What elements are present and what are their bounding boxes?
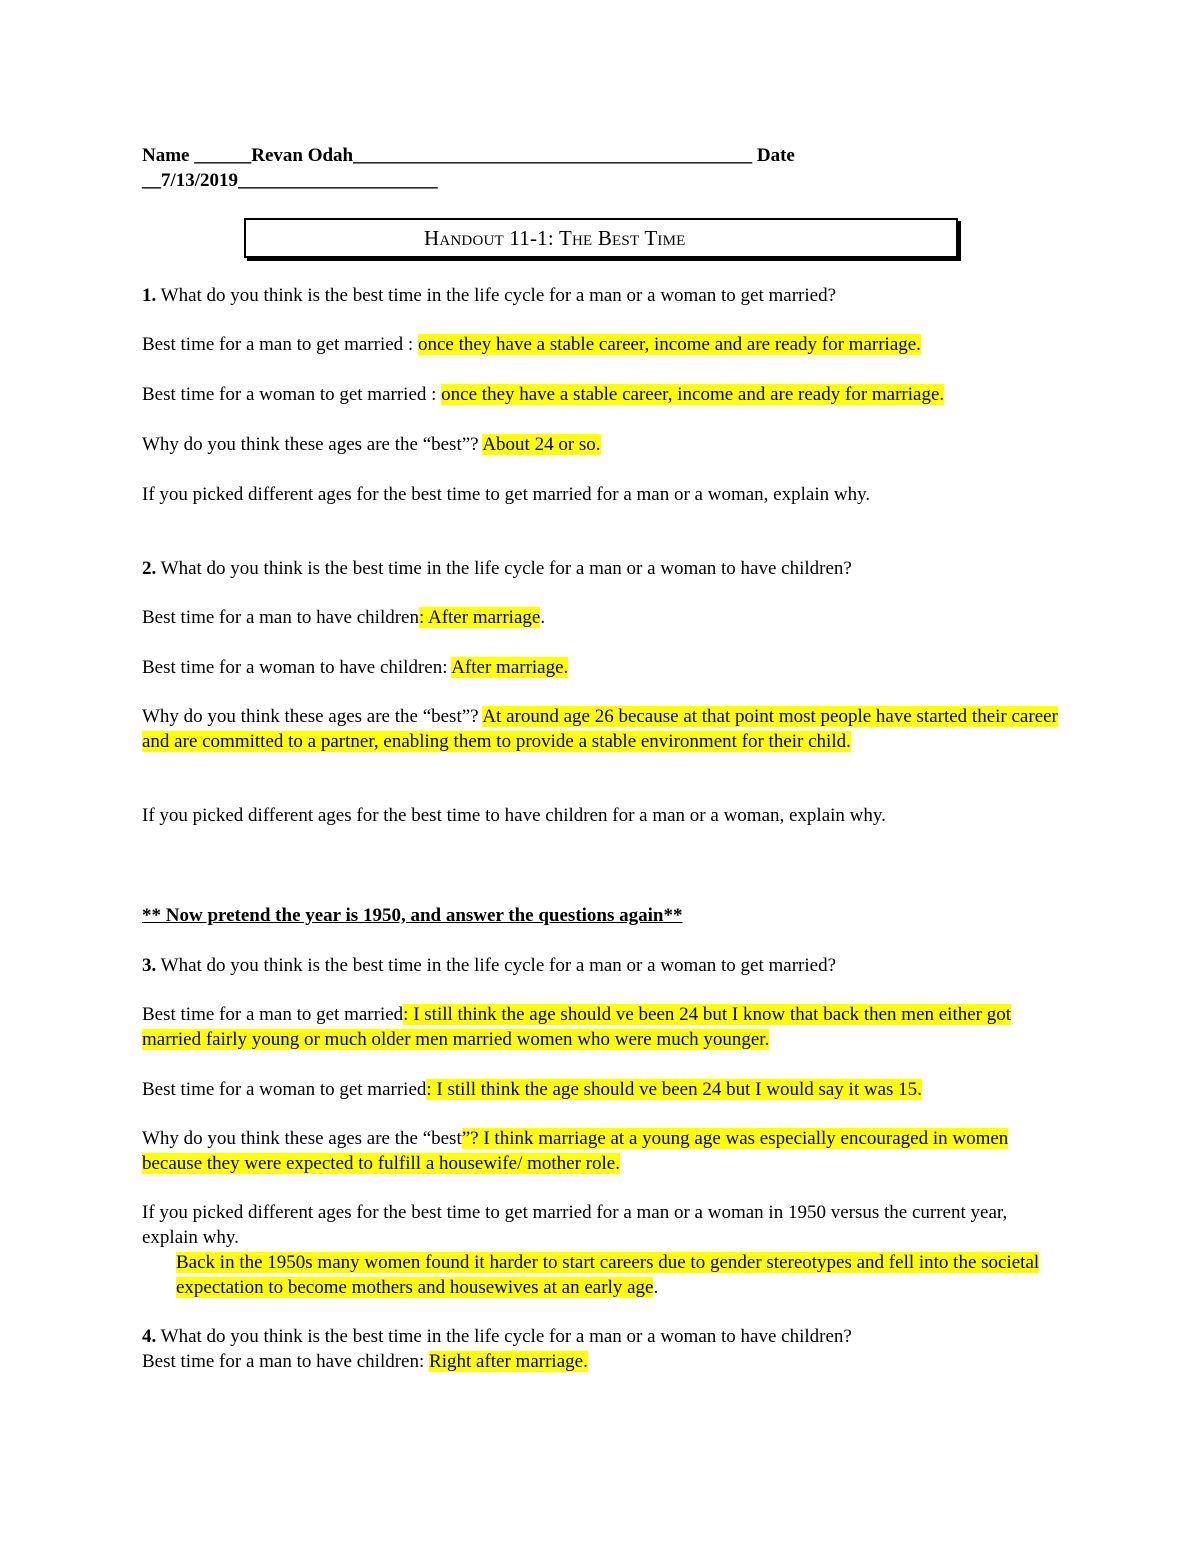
name-label: Name (142, 145, 190, 166)
q4-question-text: What do you think is the best time in the life cycle for a man or a woman to have children? (156, 1326, 852, 1347)
date-line (142, 168, 438, 193)
q1-woman-answer: once they have a stable career, income and are ready for marriage. (441, 384, 945, 405)
date-label: Date (756, 145, 795, 166)
q3-man-answer: : I still think the age should ve been 24 but I know that back then men either got married fairly young or much older men married women who were much younger. (142, 1004, 1012, 1050)
q3-diff-prompt: If you picked different ages for the best time to get married for a man or a woman in 1950 versus the current year, explain why. (142, 1202, 1008, 1248)
q1-man-answer: once they have a stable career, income and are ready for marriage. (417, 334, 921, 355)
q1-woman-line (142, 382, 1062, 407)
name-date-line (142, 143, 795, 168)
q3-why-line (142, 1126, 1062, 1176)
q2-diff-prompt: If you picked different ages for the best time to have children for a man or a woman, explain why. (142, 805, 886, 826)
q3-man-prompt: Best time for a man to get married (142, 1004, 404, 1025)
date-blank: __ (142, 170, 161, 191)
q3-diff-line (142, 1200, 1062, 1250)
q2-man-prompt: Best time for a man to have children (142, 607, 419, 628)
q1-why-answer: About 24 or so. (482, 434, 601, 455)
q1-why-prompt: Why do you think these ages are the “best”? (142, 434, 483, 455)
q3-diff-answer: Back in the 1950s many women found it harder to start careers due to gender stereotypes and fell into the societal expectation to become mothers and housewives at an early age (176, 1252, 1040, 1298)
q4-question (142, 1324, 1062, 1349)
name-value: Revan Odah (251, 145, 354, 166)
q1-man-prompt: Best time for a man to get married : (142, 334, 418, 355)
q3-question (142, 953, 1062, 978)
q3-why-prompt: Why do you think these ages are the “best (142, 1128, 462, 1149)
handout-title-box (244, 218, 958, 258)
q1-diff-prompt: If you picked different ages for the best time to get married for a man or a woman, explain why. (142, 484, 871, 505)
q2-woman-prompt: Best time for a woman to have children: (142, 657, 452, 678)
q1-why-line (142, 432, 1062, 457)
q3-why-answer: ”? I think marriage at a young age was especially encouraged in women because they were expected to fulfill a housewife/ mother role. (142, 1128, 1009, 1174)
q4-man-prompt: Best time for a man to have children: (142, 1351, 430, 1372)
q3-diff-answer-line (176, 1250, 1062, 1300)
q2-man-answer: : After marriage (419, 607, 541, 628)
q3-number: 3. (142, 955, 157, 976)
q1-question-text: What do you think is the best time in the life cycle for a man or a woman to get married? (156, 285, 837, 306)
q3-question-text: What do you think is the best time in the life cycle for a man or a woman to get married? (156, 955, 837, 976)
handout-title: Handout 11-1: The Best Time (424, 225, 686, 250)
q3-woman-prompt: Best time for a woman to get married (142, 1079, 427, 1100)
q3-man-line (142, 1002, 1062, 1052)
q1-diff-line (142, 482, 1062, 507)
q4-man-line (142, 1349, 1062, 1374)
q3-woman-answer: : I still think the age should ve been 24 but I would say it was 15. (426, 1079, 922, 1100)
q2-diff-line (142, 803, 1062, 828)
q2-why-answer: At around age 26 because at that point most people have started their career and are committed to a partner, enabling them to provide a stable environment for their child. (142, 706, 1058, 752)
q2-question-text: What do you think is the best time in the life cycle for a man or a woman to have children? (156, 558, 852, 579)
q1-man-line (142, 332, 1062, 357)
q1-number: 1. (142, 285, 157, 306)
date-blank-after: _____________________ (238, 170, 438, 191)
q1-woman-prompt: Best time for a woman to get married : (142, 384, 442, 405)
q2-number: 2. (142, 558, 157, 579)
q2-why-prompt: Why do you think these ages are the “best”? (142, 706, 483, 727)
q2-woman-answer: After marriage. (451, 657, 569, 678)
q3-woman-line (142, 1077, 1062, 1102)
q4-number: 4. (142, 1326, 157, 1347)
q2-question (142, 556, 1062, 581)
q4-man-answer: Right after marriage. (429, 1351, 588, 1372)
q3-diff-tail: . (653, 1277, 659, 1298)
q2-man-line (142, 605, 1062, 630)
q2-why-line (142, 704, 1062, 754)
name-blank-after: __________________________________________ (353, 145, 753, 166)
section-1950-heading: ** Now pretend the year is 1950, and answer the questions again** (142, 905, 683, 926)
name-blank: ______ (194, 145, 252, 166)
q1-question (142, 283, 1062, 308)
q2-man-tail: . (540, 607, 546, 628)
q2-woman-line (142, 655, 1062, 680)
date-value: 7/13/2019 (161, 170, 239, 191)
